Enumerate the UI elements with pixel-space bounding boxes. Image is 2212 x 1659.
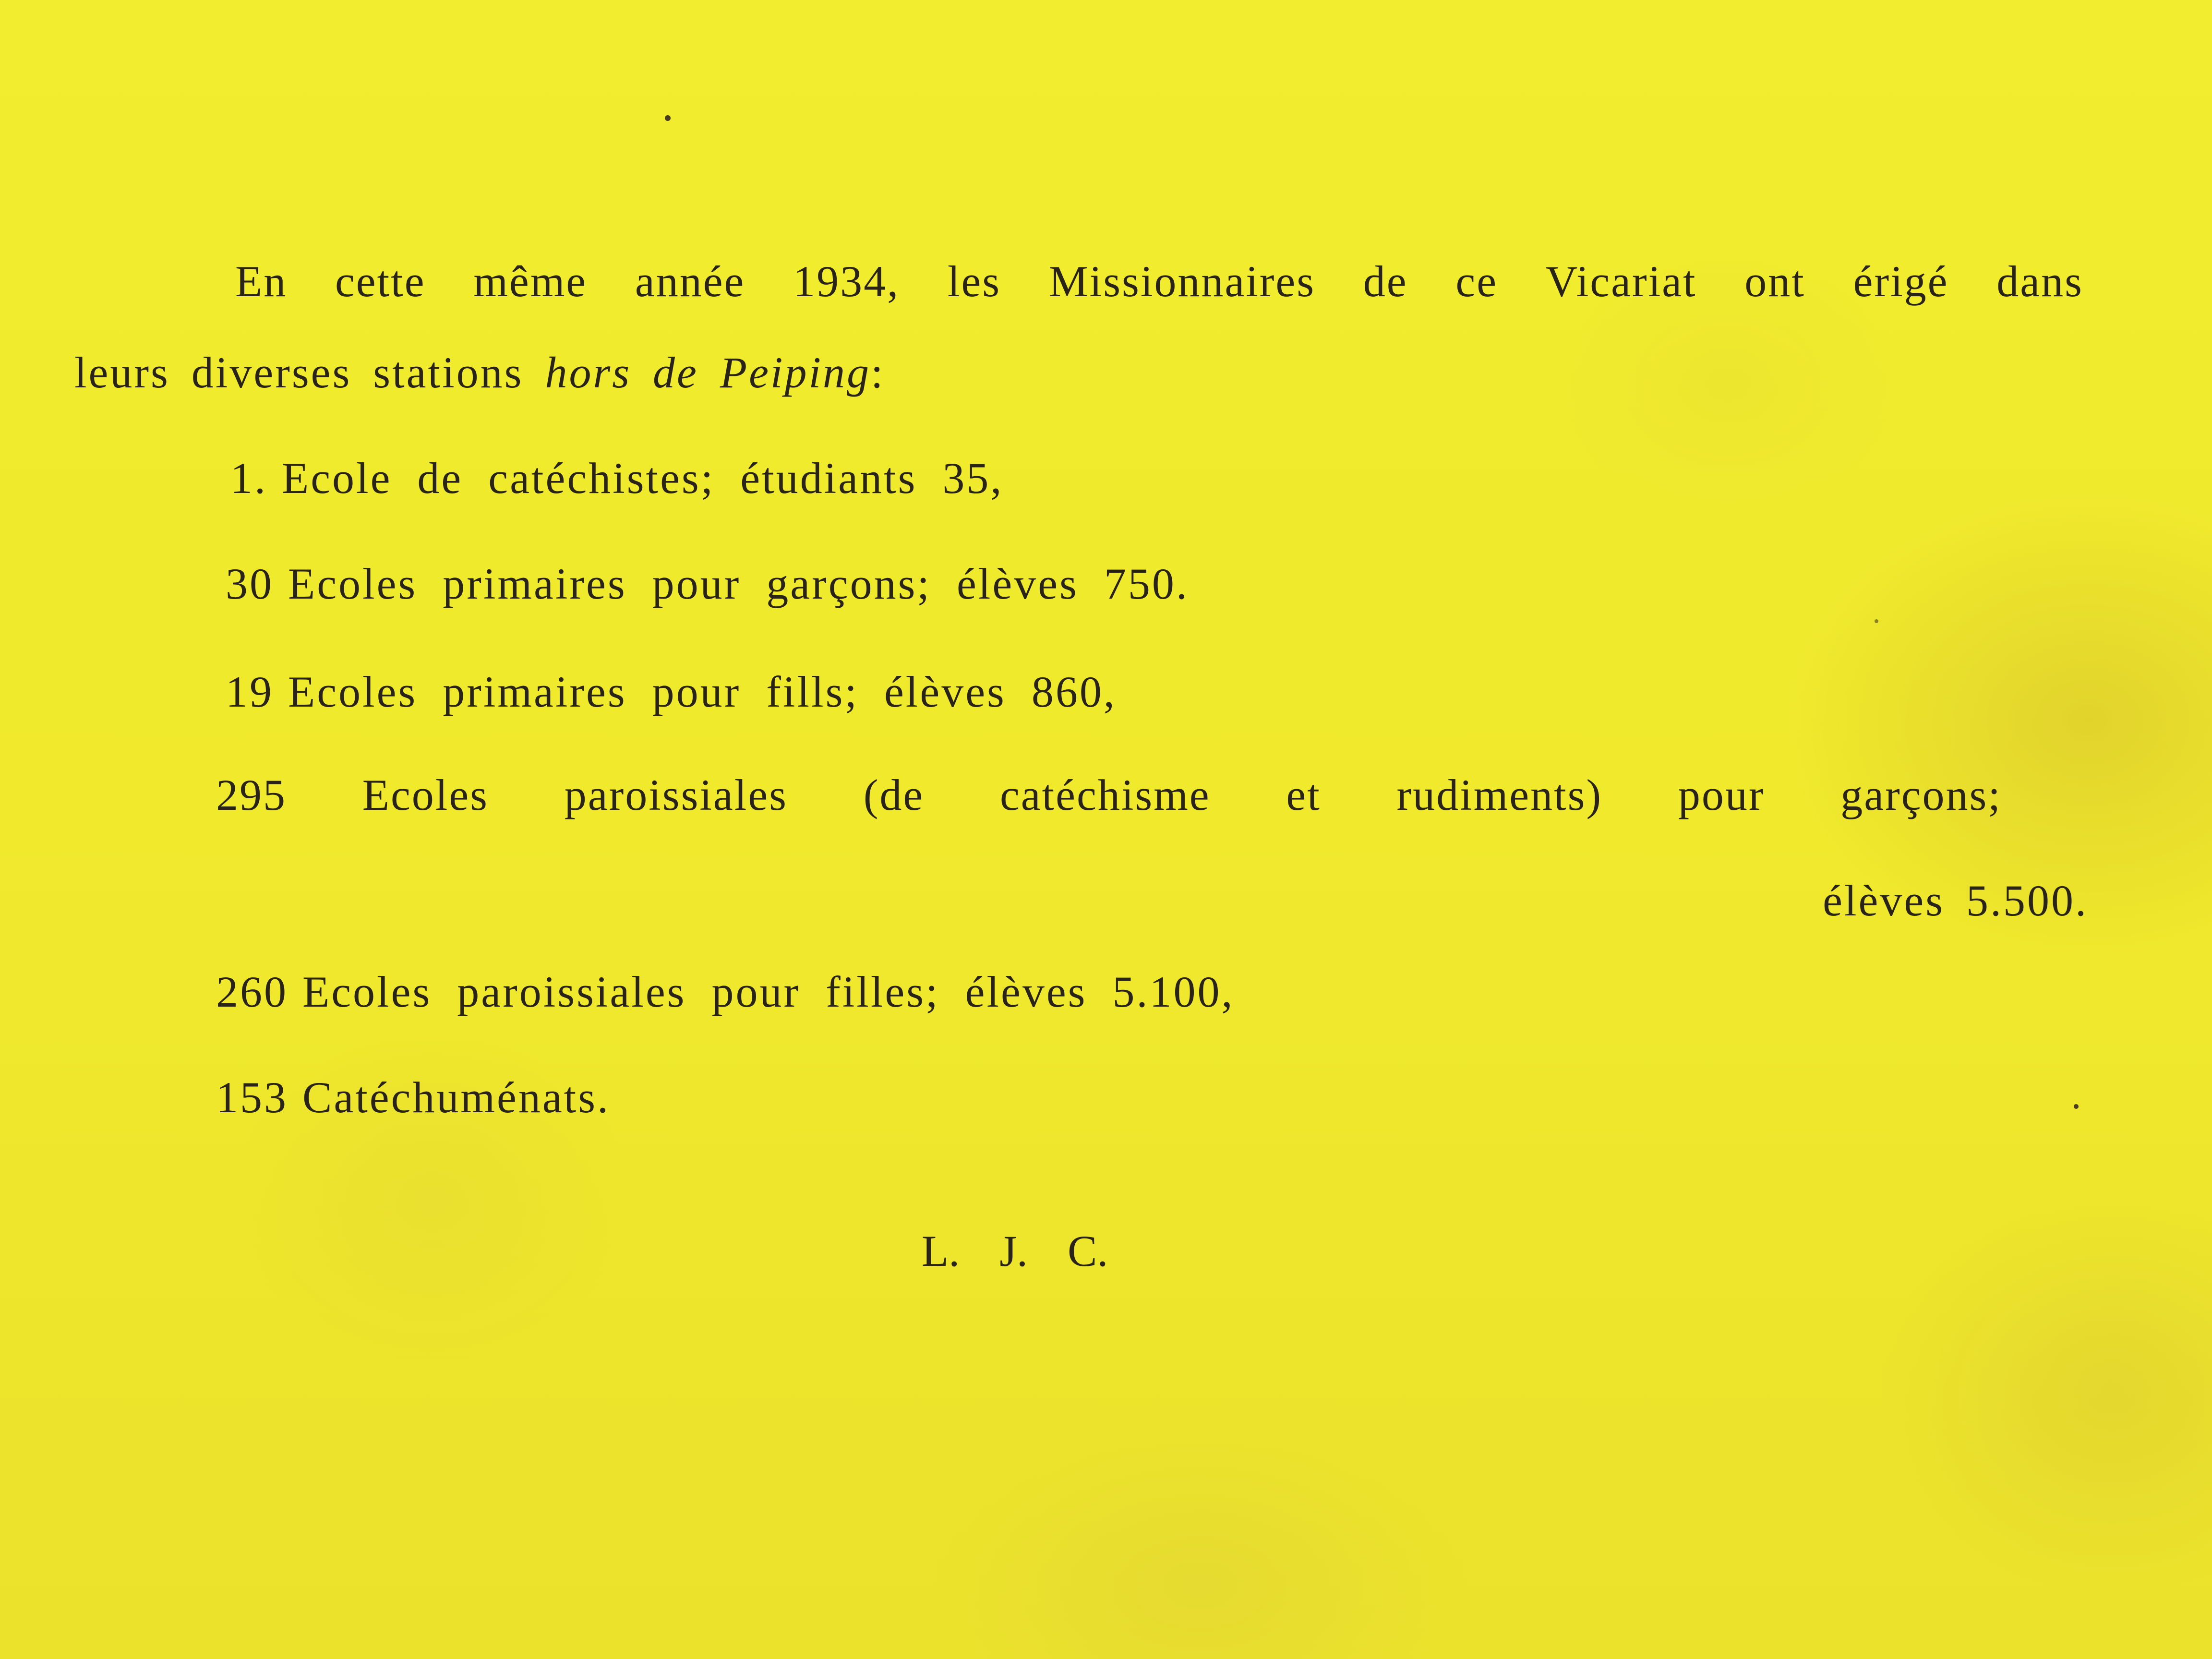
paragraph-word: Vicariat <box>1545 257 1697 306</box>
paragraph-word: érigé <box>1853 257 1949 306</box>
list-item <box>216 967 1235 1016</box>
item-word: (de <box>863 770 925 819</box>
item-word: paroissiales <box>564 770 788 819</box>
item-number: 153 <box>216 1073 288 1122</box>
paragraph-word: ce <box>1455 257 1498 306</box>
item-number: 1. <box>230 454 267 503</box>
item-text: Catéchuménats. <box>302 1073 611 1122</box>
list-item <box>216 1073 611 1122</box>
list-item <box>226 559 1189 608</box>
paragraph-word: 1934, <box>793 257 900 306</box>
paragraph-word: même <box>473 257 588 306</box>
item-continuation-text: élèves 5.500. <box>1823 876 2088 925</box>
list-item <box>230 454 1004 503</box>
paragraph-word: Missionnaires <box>1048 257 1316 306</box>
signature <box>922 1226 1108 1275</box>
paragraph-line-2-italic: hors de Peiping <box>545 348 871 397</box>
paragraph-line-2-end: : <box>871 348 885 397</box>
paragraph-word: ont <box>1744 257 1805 306</box>
signature-text: L. J. C. <box>922 1226 1108 1275</box>
paper-speck <box>2074 1104 2079 1109</box>
item-text: Ecoles paroissiales pour filles; élèves 5.100, <box>302 967 1235 1016</box>
paragraph-line-2-text: leurs diverses stations <box>74 348 524 397</box>
paragraph-line-1 <box>235 257 2083 306</box>
list-item-continuation <box>1632 878 2088 923</box>
list-item <box>226 667 1117 716</box>
paper-speck <box>665 115 671 121</box>
paragraph-word: les <box>947 257 1001 306</box>
item-number: 260 <box>216 967 288 1016</box>
item-text: Ecole de catéchistes; étudiants 35, <box>282 454 1004 503</box>
list-item <box>216 770 2002 819</box>
item-number: 30 <box>226 559 274 608</box>
item-word: catéchisme <box>999 770 1211 819</box>
item-number: 295 <box>216 770 287 819</box>
item-word: Ecoles <box>362 770 489 819</box>
paragraph-word: cette <box>335 257 426 306</box>
paper-speck <box>1875 619 1878 623</box>
item-word: et <box>1286 770 1321 819</box>
paragraph-word: année <box>635 257 745 306</box>
paragraph-word: de <box>1363 257 1408 306</box>
paragraph-line-2 <box>74 350 885 395</box>
item-word: rudiments) <box>1396 770 1603 819</box>
paragraph-word: En <box>235 257 288 306</box>
item-text: Ecoles primaires pour fills; élèves 860, <box>288 667 1117 716</box>
item-text: Ecoles primaires pour garçons; élèves 750. <box>288 559 1189 608</box>
paragraph-word: dans <box>1996 257 2083 306</box>
item-number: 19 <box>226 667 274 716</box>
item-word: pour <box>1678 770 1765 819</box>
item-word: garçons; <box>1840 770 2002 819</box>
